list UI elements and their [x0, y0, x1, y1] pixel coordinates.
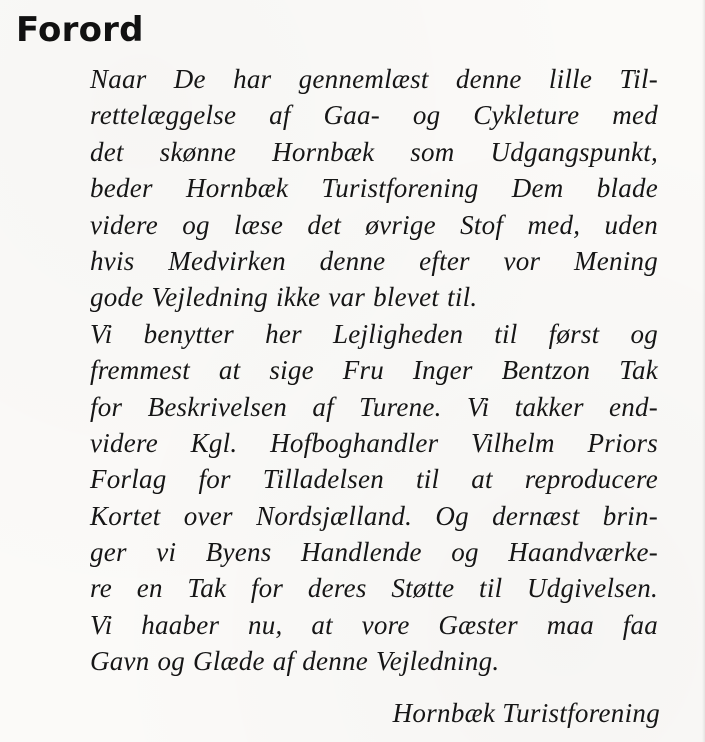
text-line: Vi benytter her Lejligheden til først og — [90, 318, 658, 349]
foreword-text — [90, 61, 658, 680]
text-line: Gavn og Glæde af denne Vejledning. — [90, 646, 500, 677]
text-line: Vi haaber nu, at vore Gæster maa faa — [90, 609, 658, 640]
text-line: hvis Medvirken denne efter vor Mening — [90, 245, 658, 276]
signature: Hornbæk Turistforening — [392, 698, 660, 728]
text-line: fremmest at sige Fru Inger Bentzon Tak — [90, 355, 658, 386]
text-line: Naar De har gennemlæst denne lille Til- — [90, 64, 658, 94]
text-line: videre og læse det øvrige Stof med, uden — [90, 209, 658, 240]
text-line: rettelæggelse af Gaa- og Cykleture med — [90, 100, 658, 131]
text-line: Forlag for Tilladelsen til at reproducere — [90, 464, 658, 495]
text-line: gode Vejledning ikke var blevet til. — [90, 282, 478, 313]
text-line: ger vi Byens Handlende og Haandværke- — [90, 537, 658, 568]
text-line: beder Hornbæk Turistforening Dem blade — [90, 173, 658, 204]
text-line: videre Kgl. Hofboghandler Vilhelm Priors — [90, 427, 658, 458]
text-line: det skønne Hornbæk som Udgangspunkt, — [90, 136, 658, 167]
text-line: Kortet over Nordsjælland. Og dernæst brin- — [90, 500, 658, 531]
text-line: for Beskrivelsen af Turene. Vi takker end- — [90, 391, 658, 422]
text-line: re en Tak for deres Støtte til Udgivelsen. — [90, 573, 658, 604]
page-title: Forord — [16, 10, 144, 50]
